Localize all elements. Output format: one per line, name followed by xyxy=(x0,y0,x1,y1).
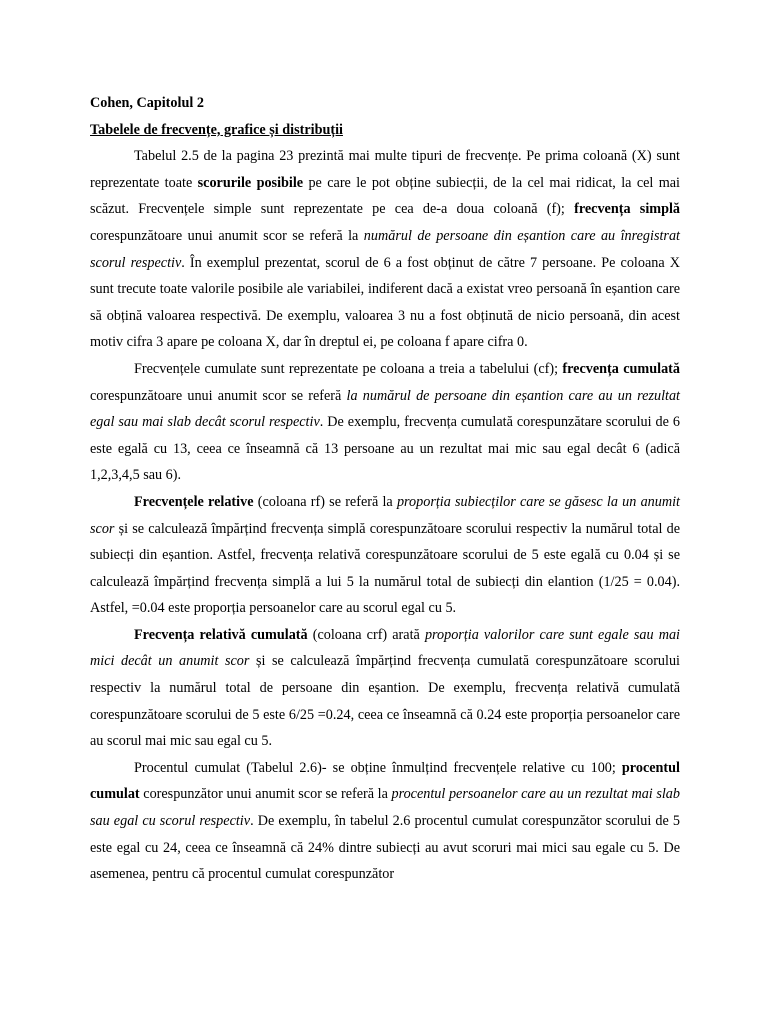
p3-italic-c: proporția subiecților care se găsesc la un anumit scor xyxy=(90,493,680,537)
p1-text-g: . În exemplul prezentat, scorul de 6 a fost obținut de către 7 persoane. Pe coloana X sunt trecute toate valorile posibile ale variabilei, indiferent dacă a existat vreo persoană în eșantion care să obțină valoarea respectivă. De exemplu, valoarea 3 nu a fost obținută de nicio persoană, din acest motiv cifra 3 apare pe coloana X, dar în dreptul ei, pe coloana f apare cifra 0. xyxy=(90,254,680,351)
p1-bold-d: frecvența simplă xyxy=(574,201,680,218)
p2-text-e: . De exemplu, frecvența cumulată corespunzătare scorului de 6 este egală cu 13, ceea ce înseamnă că 13 persoane au un rezultat mai mic sau egal decât 6 (adică 1,2,3,4,5 sau 6). xyxy=(90,414,680,484)
paragraph-3 xyxy=(90,489,680,622)
document-body xyxy=(90,90,680,888)
section-heading: Tabelele de frecvențe, grafice și distribuții xyxy=(90,121,343,138)
p4-text-b: (coloana crf) arată xyxy=(307,626,425,643)
p2-italic-d: la numărul de persoane din eșantion care au un rezultat egal sau mai slab decât scorul respectiv xyxy=(90,387,680,431)
paragraph-2 xyxy=(90,356,680,489)
p1-text-a: Tabelul 2.5 de la pagina 23 prezintă mai multe tipuri de frecvențe. Pe prima coloană (X) sunt reprezentate toate xyxy=(90,148,680,191)
p2-text-a: Frecvențele cumulate sunt reprezentate pe coloana a treia a tabelului (cf); xyxy=(134,360,563,377)
p2-bold-b: frecvența cumulată xyxy=(562,360,680,377)
p5-text-a: Procentul cumulat (Tabelul 2.6)- se obține înmulțind frecvențele relative cu 100; xyxy=(134,759,622,776)
p5-italic-d: procentul persoanelor care au un rezultat mai slab sau egal cu scorul respectiv xyxy=(90,786,680,830)
p5-text-c: corespunzător unui anumit scor se referă la xyxy=(139,786,392,803)
p1-bold-b: scorurile posibile xyxy=(197,174,304,191)
p4-bold-a: Frecvența relativă cumulată xyxy=(134,626,308,643)
p4-text-d: și se calculează împărțind frecvența cumulată corespunzătoare scorului respectiv la numărul total de persoane din eșantion. De exemplu, frecvența relativă cumulată corespunzătoare scorului de 5 este 6/25 =0.24, ceea ce înseamnă că 0.24 este proporția persoanelor care au scorul mai mic sau egal cu 5. xyxy=(90,653,680,750)
p4-italic-c: proporția valorilor care sunt egale sau mai mici decât un anumit scor xyxy=(90,626,680,670)
paragraph-1 xyxy=(90,143,680,356)
p2-text-c: corespunzătoare unui anumit scor se referă xyxy=(90,387,347,404)
p3-text-b: (coloana rf) se referă la xyxy=(253,493,397,510)
p3-bold-a: Frecvențele relative xyxy=(134,493,254,510)
p1-text-e: corespunzătoare unui anumit scor se referă la xyxy=(90,227,364,244)
paragraph-4 xyxy=(90,622,680,755)
p5-bold-b: procentul cumulat xyxy=(90,759,680,803)
document-title: Cohen, Capitolul 2 xyxy=(90,95,204,111)
p5-text-e: . De exemplu, în tabelul 2.6 procentul cumulat corespunzător scorului de 5 este egal cu 24, ceea ce înseamnă că 24% dintre subiecți au avut scoruri mai mici sau egale cu 5. De asemenea, pentru că procentul cumulat corespunzător xyxy=(90,813,680,883)
p1-italic-f: numărul de persoane din eșantion care au înregistrat scorul respectiv xyxy=(90,227,680,271)
paragraph-5 xyxy=(90,755,680,888)
p1-text-c: pe care le pot obține subiecții, de la cel mai ridicat, la cel mai scăzut. Frecvențele simple sunt reprezentate pe cea de-a doua coloană (f); xyxy=(90,174,680,218)
p3-text-d: și se calculează împărțind frecvența simplă corespunzătoare scorului respectiv la numărul total de subiecți din eșantion. Astfel, frecvența relativă corespunzătoare scorului de 5 este egală cu 0.04 și se calculează împărțind frecvența simplă a lui 5 la numărul total de subiecți din elantion (1/25 = 0.04). Astfel, =0.04 este proporția persoanelor care au scorul egal cu 5. xyxy=(90,520,680,617)
